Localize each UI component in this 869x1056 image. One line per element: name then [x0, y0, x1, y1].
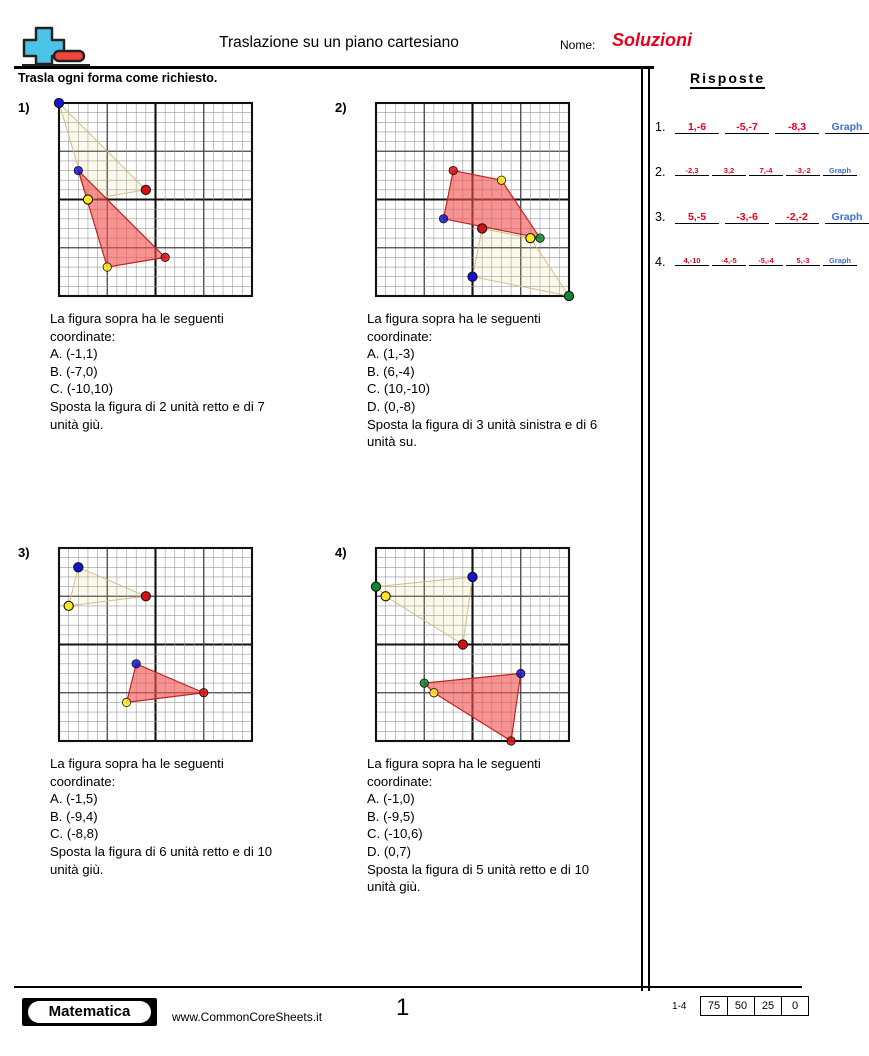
problem-text-line: unità su. — [367, 434, 417, 450]
answer-row — [655, 253, 852, 298]
problem-number: 2) — [335, 100, 347, 115]
score-range-label: 1-4 — [672, 1001, 687, 1012]
problem-text-line: C. (10,-10) — [367, 381, 431, 397]
problem-text-line: Sposta la figura di 5 unità retto e di 10 — [367, 861, 590, 877]
problem-text-line: A. (-1,0) — [367, 791, 415, 807]
problem-3-text — [50, 755, 370, 878]
graph-4-canvas — [375, 547, 570, 742]
problem-text-line: Sposta la figura di 6 unità retto e di 10 — [50, 843, 273, 859]
vertex-point — [449, 166, 457, 174]
graph-1-canvas — [58, 102, 253, 297]
vertex-point — [141, 185, 150, 194]
coordinate-grid-2 — [375, 102, 570, 302]
vertex-point — [54, 98, 63, 107]
vertex-point — [517, 669, 525, 677]
problem-text-line: B. (-9,4) — [50, 808, 98, 824]
problem-text-line: Sposta la figura di 3 unità sinistra e di 6 — [367, 416, 598, 432]
vertex-point — [122, 698, 130, 706]
name-label: Nome: — [560, 38, 596, 52]
vertex-point — [478, 224, 487, 233]
instruction-text: Trasla ogni forma come richiesto. — [18, 71, 218, 85]
problem-text-line: coordinate: — [367, 773, 433, 789]
answer-value: -5,-7 — [725, 121, 769, 134]
vertex-point — [74, 563, 83, 572]
problem-text-line: B. (6,-4) — [367, 363, 415, 379]
problem-text-line: Sposta la figura di 2 unità retto e di 7 — [50, 398, 265, 414]
problem-text-line: A. (-1,1) — [50, 346, 98, 362]
answer-value: 4,-10 — [675, 256, 709, 266]
answer-value: -2,3 — [675, 166, 709, 176]
vertex-point — [64, 601, 73, 610]
problem-text-line: C. (-8,8) — [50, 826, 99, 842]
problem-text-line: C. (-10,6) — [367, 826, 423, 842]
vertex-point — [74, 166, 82, 174]
vertex-point — [468, 272, 477, 281]
answer-graph-link: Graph — [823, 166, 857, 176]
answers-list — [655, 118, 863, 298]
vertex-point — [536, 234, 544, 242]
plus-minus-logo-icon — [14, 24, 94, 68]
problem-text-line: La figura sopra ha le seguenti — [50, 756, 224, 771]
answer-value: 5,-3 — [786, 256, 820, 266]
vertex-point — [458, 640, 467, 649]
vertex-point — [132, 660, 140, 668]
answer-value: -2,-2 — [775, 211, 819, 224]
answer-value: -4,-5 — [712, 256, 746, 266]
answer-value: 7,-4 — [749, 166, 783, 176]
answer-value: 3,2 — [712, 166, 746, 176]
name-value: Soluzioni — [612, 30, 692, 50]
problem-text-line: B. (-9,5) — [367, 808, 415, 824]
page-number: 1 — [396, 994, 410, 1021]
vertex-point — [381, 592, 390, 601]
page-title: Traslazione su un piano cartesiano — [219, 34, 459, 51]
answers-heading: Risposte — [690, 70, 765, 89]
problem-text-line: unità giù. — [50, 416, 104, 432]
footer-divider — [14, 986, 802, 988]
score-cell: 75 — [701, 997, 728, 1015]
vertex-point — [200, 689, 208, 697]
vertex-point — [430, 689, 438, 697]
score-cell: 25 — [755, 997, 782, 1015]
problem-text-line: La figura sopra ha le seguenti — [50, 311, 224, 326]
problem-text-line: D. (0,7) — [367, 843, 411, 859]
coordinate-grid-3 — [58, 547, 253, 747]
vertex-point — [439, 215, 447, 223]
problem-text-line: A. (-1,5) — [50, 791, 98, 807]
vertex-point — [420, 679, 428, 687]
vertex-point — [564, 291, 573, 300]
answer-graph-link: Graph — [825, 211, 869, 224]
problem-4-text — [367, 755, 687, 896]
answer-value: -5,-4 — [749, 256, 783, 266]
problem-text-line: coordinate: — [50, 328, 116, 344]
vertex-point — [507, 737, 515, 745]
problem-number: 4) — [335, 545, 347, 560]
header-divider — [14, 66, 654, 69]
answer-value: -3,-2 — [786, 166, 820, 176]
answer-row — [655, 208, 863, 253]
answer-value: 1,-6 — [675, 121, 719, 134]
problem-number: 1) — [18, 100, 30, 115]
problem-text-line: coordinate: — [50, 773, 116, 789]
problem-text-line: La figura sopra ha le seguenti — [367, 311, 541, 326]
answer-row-number: 4. — [655, 255, 666, 269]
graph-3-canvas — [58, 547, 253, 742]
problem-text-line: A. (1,-3) — [367, 346, 415, 362]
page-header — [14, 24, 692, 68]
answer-row-number: 1. — [655, 120, 666, 134]
answer-graph-link: Graph — [825, 121, 869, 134]
answer-row-number: 2. — [655, 165, 666, 179]
problem-text-line: C. (-10,10) — [50, 381, 114, 397]
brand-badge — [22, 998, 157, 1026]
vertex-point — [141, 592, 150, 601]
answer-row — [655, 118, 863, 163]
problem-text-line: coordinate: — [367, 328, 433, 344]
brand-label: Matematica — [28, 1001, 151, 1023]
problem-2-text — [367, 310, 687, 451]
answer-graph-link: Graph — [823, 256, 857, 266]
score-box — [700, 996, 809, 1016]
problem-text-line: unità giù. — [367, 879, 421, 895]
vertex-point — [103, 263, 111, 271]
site-url: www.CommonCoreSheets.it — [172, 1010, 323, 1024]
vertex-point — [526, 234, 535, 243]
answer-value: -3,-6 — [725, 211, 769, 224]
problem-text-line: unità giù. — [50, 861, 104, 877]
problem-text-line: La figura sopra ha le seguenti — [367, 756, 541, 771]
vertex-point — [497, 176, 505, 184]
problem-number: 3) — [18, 545, 30, 560]
answer-row-number: 3. — [655, 210, 666, 224]
answer-row — [655, 163, 852, 208]
vertex-point — [371, 582, 380, 591]
vertex-point — [468, 572, 477, 581]
vertex-point — [83, 195, 92, 204]
coordinate-grid-1 — [58, 102, 253, 302]
vertex-point — [161, 253, 169, 261]
problem-text-line: B. (-7,0) — [50, 363, 98, 379]
score-cell: 50 — [728, 997, 755, 1015]
problem-1-text — [50, 310, 370, 433]
answer-value: -8,3 — [775, 121, 819, 134]
answer-value: 5,-5 — [675, 211, 719, 224]
graph-2-canvas — [375, 102, 570, 297]
problem-text-line: D. (0,-8) — [367, 398, 416, 414]
coordinate-grid-4 — [375, 547, 570, 747]
score-cell: 0 — [791, 1000, 799, 1012]
